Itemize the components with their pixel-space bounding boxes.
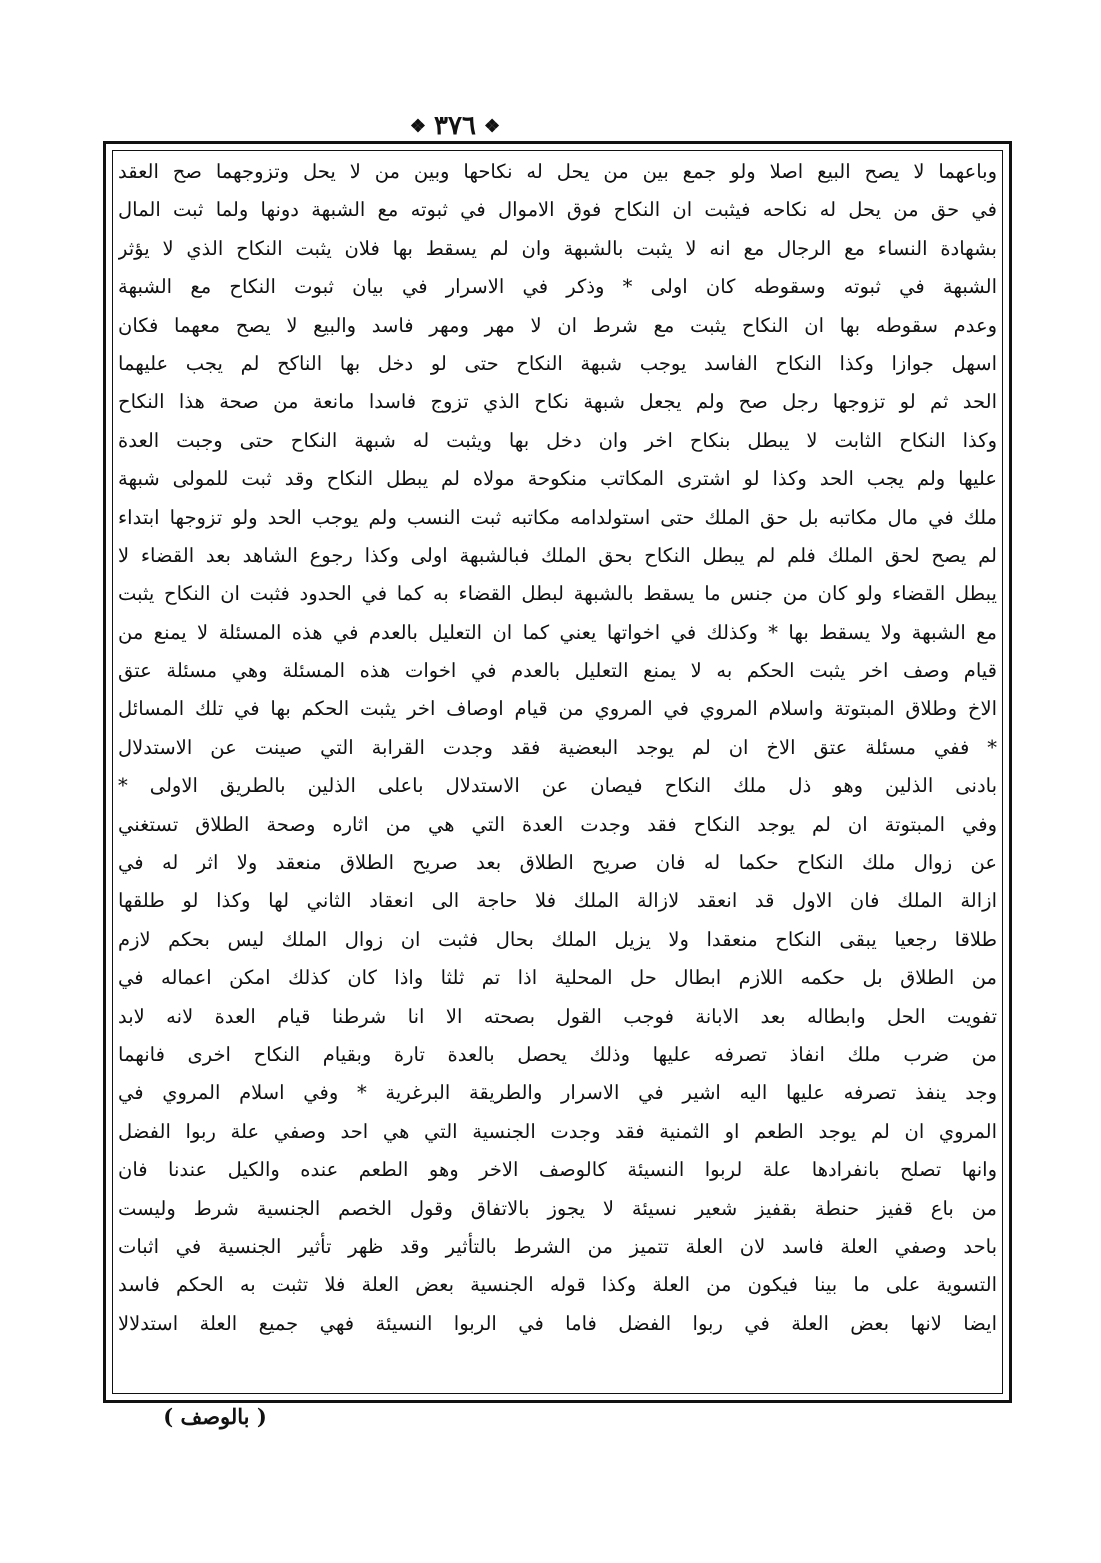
text-line: عليها ولم يجب الحد وكذا لو اشترى المكاتب منكوحة مولاه لم يبطل النكاح وقد ثبت للمولى شبهة — [118, 467, 997, 491]
text-line: مع الشبهة ولا يسقط بها * وكذلك في اخواتها يعني كما ان التعليل بالعدم في هذه المسئلة لا يمنع من — [118, 620, 997, 644]
text-line: عن زوال ملك النكاح حكما له فان صريح الطلاق بعد صريح الطلاق منعقد ولا اثر له في — [118, 851, 997, 875]
text-line: تفويت الحل وابطاله بعد الابانة فوجب القول بصحته الا انا شرطنا قيام العدة لانه لابد — [118, 1004, 997, 1028]
text-line: بادنى الذلين وهو ذل ملك النكاح فيصان عن الاستدلال باعلى الذلين بالطريق الاولى * — [118, 774, 997, 798]
text-line: وكذا النكاح الثابت لا يبطل بنكاح اخر وان دخل بها ويثبت له شبهة النكاح حتى وجبت العدة — [118, 428, 997, 452]
text-line: المروي ان لم يوجد الطعم او الثمنية فقد وجدت الجنسية التي هي احد وصفي علة ربوا الفضل — [118, 1119, 997, 1143]
text-line: باحد وصفي العلة فاسد لان العلة تتميز من الشرط بالتأثير وقد ظهر تأثير الجنسية في اثبات — [118, 1234, 997, 1258]
text-line: يبطل القضاء ولو كان من جنس ما يسقط بالشبهة لبطل القضاء به كما في الحدود فثبت ان النكاح يثبت — [118, 582, 997, 606]
ornament-icon: ❖ — [483, 115, 501, 137]
ornament-icon: ❖ — [409, 115, 427, 137]
page-number — [395, 108, 515, 144]
text-line: في حق من يحل له نكاحه فيثبت ان النكاح فوق الاموال في ثبوته مع الشبهة دونها ولما ثبت المال — [118, 198, 997, 222]
text-line: وباعهما لا يصح البيع اصلا ولو جمع بين من يحل له نكاحها وبين من لا يحل وتزوجهما صح العقد — [118, 160, 997, 183]
text-line: اسهل جوازا وكذا النكاح الفاسد يوجب شبهة النكاح حتى لو دخل بها الناكح لم يجب عليهما — [118, 351, 997, 375]
text-line: * ففي مسئلة عتق الاخ ان لم يوجد البعضية فقد وجدت القرابة التي صينت عن الاستدلال — [118, 735, 997, 759]
text-line: من ضرب ملك انفاذ تصرفه عليها وذلك يحصل بالعدة تارة وبقيام النكاح اخرى فانهما — [118, 1042, 997, 1066]
text-line: من الطلاق بل حكمه اللازم ابطال حل المحلية اذا تم ثلثا واذا كان كذلك امكن اعماله في — [118, 966, 997, 990]
page-number-text: ٣٧٦ — [434, 111, 476, 141]
text-line: بشهادة النساء مع الرجال مع انه لا يثبت بالشبهة وان لم يسقط بها فلان يثبت النكاح الذي لا يؤثر — [118, 236, 997, 260]
text-line: الحد ثم لو تزوجها رجل صح ولم يجعل شبهة نكاح الذي تزوج فاسدا مانعة من صحة هذا النكاح — [118, 390, 997, 414]
text-line: طلاقا رجعيا يبقى النكاح منعقدا ولا يزيل الملك بحال فثبت ان زوال الملك ليس بحكم لازم — [118, 927, 997, 951]
text-line: ازالة الملك فان الاول قد انعقد لازالة الملك فلا حاجة الى انعقاد الثاني لها وكذا لو طلقها — [118, 889, 997, 913]
text-line: لم يصح لحق الملك فلم لم يبطل النكاح بحق الملك فبالشبهة اولى وكذا رجوع الشاهد بعد القضاء لا — [118, 543, 997, 567]
text-line: الاخ وطلاق المبتوتة واسلام المروي في المروي من قيام اوصاف اخر يثبت الحكم بها في تلك المسائل — [118, 697, 997, 721]
text-line: من باع قفيز حنطة بقفيز شعير نسيئة لا يجوز بالاتفاق وقول الخصم الجنسية شرط وليست — [118, 1196, 997, 1220]
text-line: ملك في مال مكاتبه بل حق الملك حتى استولدامه مكاتبه ثبت النسب ولم يوجب الحد ولو تزوجها ابتداء — [118, 505, 997, 529]
text-line: قيام وصف اخر يثبت الحكم به لا يمنع التعليل بالعدم في اخوات هذه المسئلة وهي مسئلة عتق — [118, 659, 997, 683]
text-line: ايضا لانها بعض العلة في ربوا الفضل فاما في الربوا النسيئة فهي جميع العلة استدلالا — [118, 1311, 997, 1335]
main-text — [118, 153, 997, 1343]
text-line: وفي المبتوتة ان لم يوجد النكاح فقد وجدت العدة التي هي من اثاره وصحة الطلاق تستغني — [118, 812, 997, 836]
text-line: الشبهة في ثبوته وسقوطه كان اولى * وذكر في الاسرار في بيان ثبوت النكاح مع الشبهة — [118, 275, 997, 299]
text-line: وجد ينفذ تصرفه عليها اليه اشير في الاسرار والطريقة البرغرية * وفي اسلام المروي في — [118, 1081, 997, 1105]
catchword: ( بالوصف ) — [163, 1404, 267, 1429]
text-line: التسوية على ما بينا فيكون من العلة وكذا قوله الجنسية بعض العلة فلا تثبت به الحكم فاسد — [118, 1273, 997, 1297]
text-line: وانها تصلح بانفرادها علة لربوا النسيئة كالوصف الاخر وهو الطعم عنده والكيل عندنا فان — [118, 1158, 997, 1182]
text-line: وعدم سقوطه بها ان النكاح يثبت مع شرط ان لا مهر ومهر فاسد والبيع لا يصح معهما فكان — [118, 313, 997, 337]
